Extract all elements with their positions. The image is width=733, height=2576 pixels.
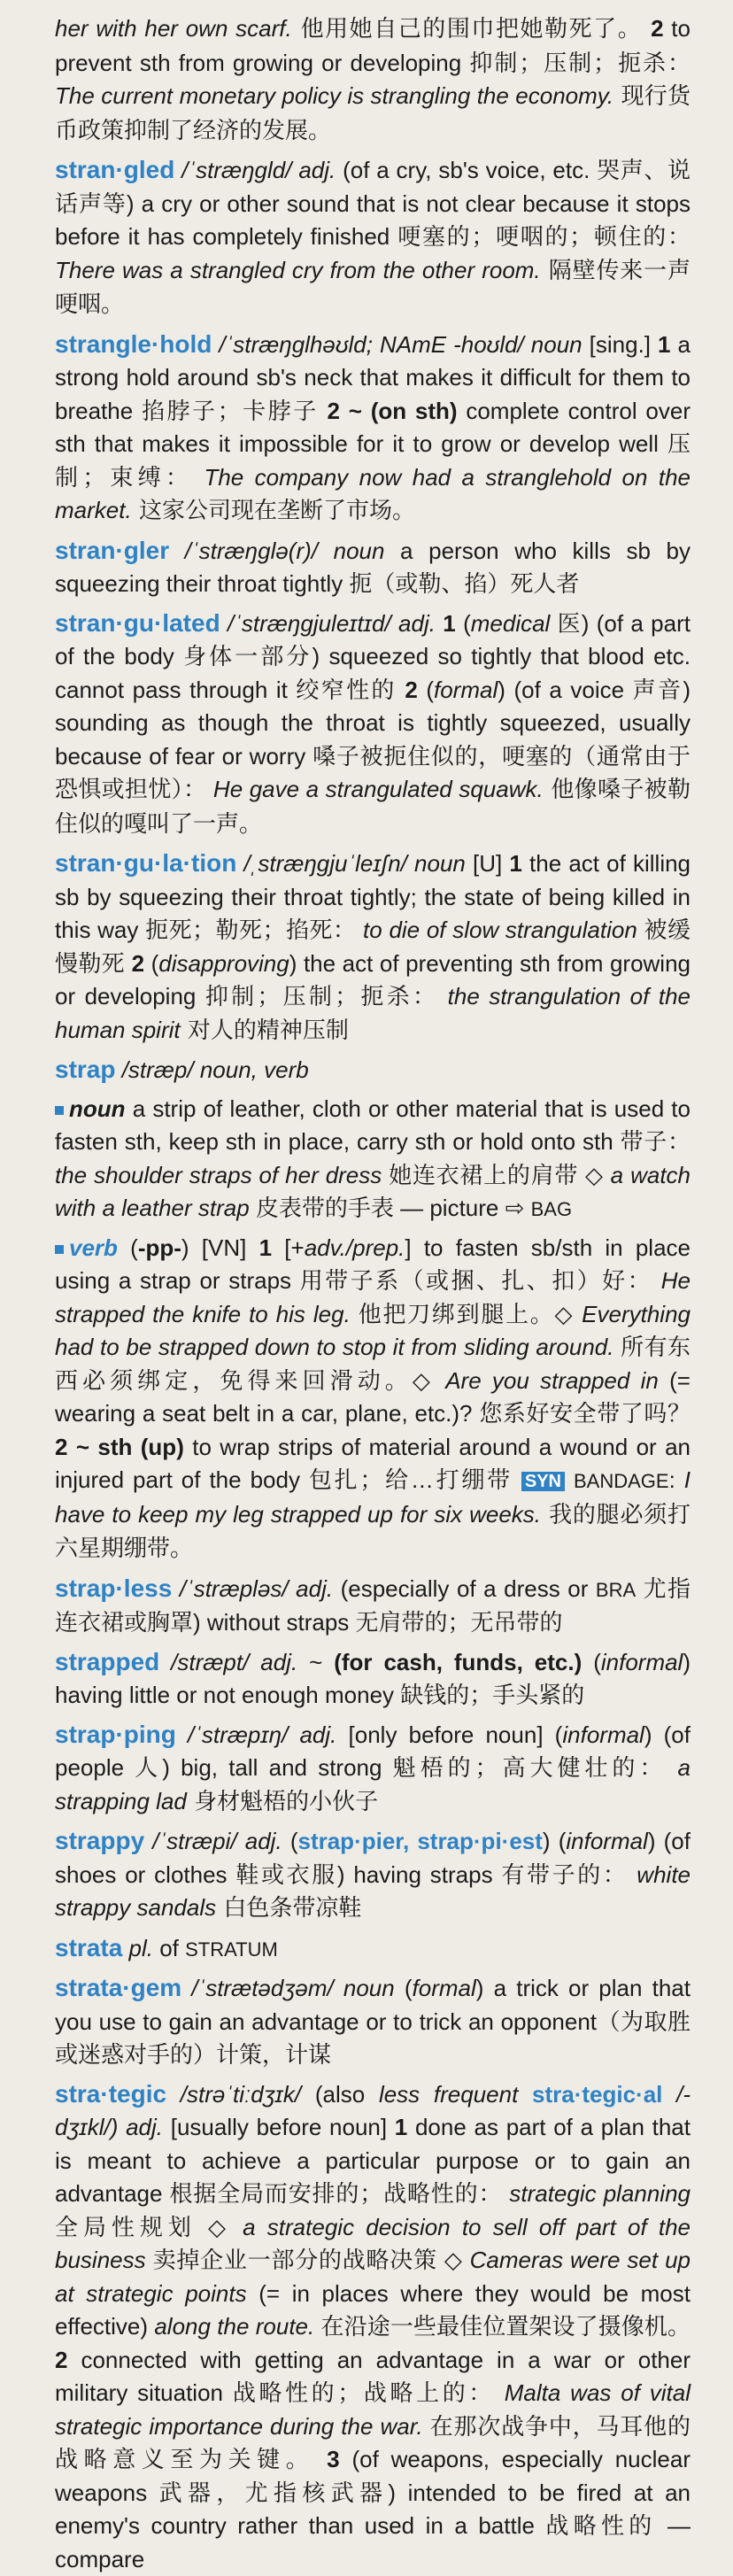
example-text: He strapped the knife to his leg. <box>55 1267 691 1327</box>
definition-text: (= in places where they would be most effective) <box>55 2280 691 2340</box>
sense-number: 3 <box>327 2446 339 2472</box>
sub-headword: verb <box>69 1234 118 1261</box>
usage-label: informal <box>566 1828 647 1854</box>
dictionary-entry <box>55 1572 691 1640</box>
part-of-speech: adj. <box>260 1649 297 1675</box>
definition-text: ( <box>282 1828 298 1854</box>
example-text: a strategic decision to sell off part of the business <box>55 2214 691 2274</box>
sense-number: 1 <box>658 331 670 358</box>
definition-text: ) a trick or plan that you use to gain an advantage or to trick an opponent（为取胜或迷惑对手的）计策，计谋 <box>55 1975 691 2068</box>
definition-text: connected with getting an advantage in a war or other military situation 战略性的；战略上的： <box>55 2347 691 2407</box>
chinese-text: 身材魁梧的小伙子 <box>187 1789 378 1815</box>
grammar-pattern: 2 ~ sth (up) <box>55 1434 184 1460</box>
definition-text: 她连衣裙上的肩带 ◇ <box>382 1162 610 1188</box>
sense-number: 1 <box>259 1234 272 1261</box>
pronunciation: /ˈstræŋɡjuleɪtɪd/ <box>220 610 398 637</box>
definition-text: (also <box>315 2081 379 2108</box>
definition-text: (especially of a dress or <box>333 1575 596 1602</box>
definition-text: ) ( <box>543 1828 566 1854</box>
headword: strata <box>55 1934 122 1961</box>
example-text: her with her own scarf. <box>55 15 292 42</box>
headword: stra·tegic <box>55 2080 166 2108</box>
definition-text: 医) (of a part of the body 身体一部分) squeezed so tightly that blood etc. cannot pass through it 绞窄性的 <box>55 610 691 703</box>
cross-reference: BRA <box>596 1579 636 1601</box>
dictionary-entry <box>55 1232 691 1566</box>
dictionary-entry <box>55 1718 691 1820</box>
example-text: There was a strangled cry from the other room. <box>55 257 541 283</box>
part-of-speech: noun, verb <box>200 1056 309 1083</box>
inflected-form: stra·tegic·al <box>532 2081 662 2108</box>
usage-label: informal <box>562 1721 644 1748</box>
part-of-speech: noun <box>343 1975 395 2001</box>
example-text: The current monetary policy is strangling the economy. <box>55 82 613 109</box>
chinese-text: 现行货币政策抑制了经济的发展。 <box>55 83 691 144</box>
definition-text <box>565 1466 574 1493</box>
headword: stran·gu·lated <box>55 609 220 637</box>
definition-text: ) the act of preventing sth from growing or developing 抑制；压制；扼杀： <box>55 950 691 1010</box>
example-text: The company now had a stranglehold on the market. <box>55 464 691 524</box>
definition-text: [+ <box>272 1234 305 1261</box>
dictionary-entry <box>55 12 691 148</box>
definition-text: (of a cry, sb's voice, etc. 哭声、说话声等) a cry or other sound that is not clear because it stops before it has completely finished 哽塞的；哽咽的；顿住的： <box>55 157 691 250</box>
dictionary-entry <box>55 153 691 322</box>
example-text: white strappy sandals <box>55 1861 691 1922</box>
dictionary-entry <box>55 2077 691 2576</box>
example-text: to die of slow strangulation <box>356 917 637 943</box>
sense-number: 2 <box>132 950 144 977</box>
chinese-text: 这家公司现在垄断了市场。 <box>132 498 415 524</box>
pronunciation: /ˈstræŋɡlhəʊld; NAmE -hoʊld/ <box>212 331 530 358</box>
cross-reference: BAG <box>531 1198 572 1220</box>
definition-text: ( <box>582 1649 601 1675</box>
definition-text: 在那次战争中，马耳他的战略意义至为关键。 <box>55 2413 691 2473</box>
definition-text: ) having little or not enough money 缺钱的；手头紧的 <box>55 1649 691 1709</box>
definition-text: the act of killing sb by squeezing their throat tightly; the state of being killed in this way 扼死；勒死；掐死： <box>55 850 691 943</box>
usage-label: formal <box>434 677 498 703</box>
pronunciation: /ˈstræŋɡlə(r)/ <box>169 538 333 564</box>
pronunciation: /ˌstræŋɡjuˈleɪʃn/ <box>236 850 414 877</box>
dictionary-entry <box>55 847 691 1048</box>
part-of-speech: adj. <box>298 157 336 183</box>
chinese-text: 白色条带凉鞋 <box>216 1895 361 1922</box>
example-text: the strangulation of the human spirit <box>55 983 691 1043</box>
definition-text: a strip of leather, cloth or other material that is used to fasten sth, keep sth in place, carry sth or hold onto sth 带子： <box>55 1095 691 1156</box>
usage-label: adv./prep. <box>305 1234 405 1261</box>
grammar-pattern: (for cash, funds, etc.) <box>334 1649 582 1675</box>
definition-text: 在沿途一些最佳位置架设了摄像机。 <box>314 2313 691 2340</box>
usage-label: disapproving <box>158 950 289 977</box>
cross-reference: BANDAGE <box>574 1470 669 1492</box>
section-marker-icon <box>55 1106 64 1115</box>
headword: strata·gem <box>55 1974 181 2001</box>
sense-number: 2 <box>55 2347 67 2373</box>
definition-text: 他把刀绑到腿上。◇ <box>351 1301 582 1327</box>
inflected-form: strap·pier, strap·pi·est <box>297 1828 542 1854</box>
dictionary-entry <box>55 1093 691 1226</box>
pronunciation: /stræpt/ <box>159 1649 260 1675</box>
dictionary-entry <box>55 1053 691 1087</box>
part-of-speech: adj. <box>296 1575 333 1602</box>
definition-text: (= wearing a seat belt in a car, plane, etc.)? 您系好安全带了吗？ <box>55 1367 691 1427</box>
part-of-speech: adj. <box>299 1721 336 1748</box>
example-text: Everything had to be strapped down to stop it from sliding around. <box>55 1301 691 1361</box>
headword: strap·ping <box>55 1721 176 1748</box>
cross-reference: STRATUM <box>185 1938 278 1961</box>
definition-text: 卖掉企业一部分的战略决策 ◇ <box>146 2247 470 2273</box>
section-marker-icon <box>55 1245 64 1254</box>
example-text: the shoulder straps of her dress <box>55 1162 382 1188</box>
definition-text: ( <box>144 950 158 977</box>
dictionary-entry <box>55 534 691 601</box>
pronunciation: /ˈstræpɪŋ/ <box>176 1721 300 1748</box>
dictionary-entry <box>55 1931 691 1967</box>
definition-text: complete control over sth that makes it impossible for it to grow or develop well 压制；束缚： <box>55 398 691 491</box>
example-text: Cameras were set up at strategic points <box>55 2247 691 2307</box>
dictionary-entry <box>55 1824 691 1926</box>
definition-text: to wrap strips of material around a wound or an injured part of the body 包扎；给…打绷带 <box>55 1434 691 1494</box>
sense-number: 1 <box>509 850 521 877</box>
grammar-pattern: -pp- <box>138 1234 181 1261</box>
pronunciation: /ˈstræŋɡld/ <box>174 157 298 183</box>
pronunciation: /ˈstræpi/ <box>144 1828 245 1854</box>
definition-text: a person who kills sb by squeezing their throat tightly 扼（或勒、掐）死人者 <box>55 538 691 598</box>
definition-text: 被缓慢勒死 <box>55 917 691 977</box>
dictionary-entry <box>55 328 691 529</box>
part-of-speech: noun <box>414 850 466 877</box>
pronunciation: /ˈstrætədʒəm/ <box>181 1975 343 2001</box>
headword: strappy <box>55 1827 144 1854</box>
part-of-speech: noun <box>531 331 583 358</box>
sense-number: 2 <box>651 15 663 42</box>
example-text: strategic planning <box>502 2180 691 2207</box>
definition-text: ) [VN] <box>181 1234 259 1261</box>
headword: strangle·hold <box>55 330 212 358</box>
headword: strap <box>55 1056 115 1083</box>
definition-text: : <box>669 1466 675 1493</box>
pronunciation: /-dʒɪkl/) <box>55 2081 691 2141</box>
definition-text: 所有东西必须绑定，免得来回滑动。◇ <box>55 1334 691 1394</box>
headword: stran·gler <box>55 537 169 564</box>
definition-text: ( <box>418 677 434 703</box>
example-text: along the route. <box>154 2313 314 2340</box>
definition-text: 尤指连衣裙或胸罩) without straps 无肩带的；无吊带的 <box>55 1575 691 1636</box>
definition-text: [sing.] <box>583 331 658 358</box>
sense-number: 1 <box>395 2114 407 2140</box>
definition-text: of <box>153 1935 185 1961</box>
synonym-badge: SYN <box>521 1472 565 1491</box>
example-text: a strapping lad <box>55 1754 691 1814</box>
usage-label: less frequent <box>379 2081 518 2108</box>
usage-label: medical <box>471 610 551 637</box>
pronunciation: /stræp/ <box>115 1056 199 1083</box>
definition-text: ( <box>456 610 471 637</box>
usage-label: formal <box>413 1975 476 2001</box>
definition-text: to prevent sth from growing or developing 抑制；压制；扼杀： <box>55 15 691 76</box>
chinese-text: 隔壁传来一声哽咽。 <box>55 258 691 319</box>
pronunciation: /ˈstræpləs/ <box>172 1575 296 1602</box>
definition-text: ) (of a voice 声音) sounding as though the throat is tightly squeezed, usually because of fear or worry 嗓子被扼住似的，哽塞的（通常由于恐惧或担忧）： <box>55 677 691 803</box>
definition-text: a strong hold around sb's neck that makes it difficult for them to breathe 掐脖子；卡脖子 <box>55 331 691 424</box>
definition-text: ~ <box>297 1649 334 1675</box>
definition-text: (of weapons, especially nuclear weapons 武器，尤指核武器) intended to be fired at an enemy's country rather than used in a battle 战略性的 — compare <box>55 2446 691 2572</box>
dictionary-entry <box>55 607 691 842</box>
usage-label: informal <box>601 1649 683 1675</box>
definition-text: done as part of a plan that is meant to achieve a particular purpose or to gain an advantage 根据全局而安排的；战略性的： <box>55 2114 691 2207</box>
dictionary-entry <box>55 1645 691 1713</box>
definition-text: ] to fasten sb/sth in place using a strap or straps 用带子系（或捆、扎、扣）好： <box>55 1234 691 1295</box>
headword: stran·gu·la·tion <box>55 849 236 877</box>
chinese-text: 他像嗓子被勒住似的嘎叫了一声。 <box>55 777 691 838</box>
part-of-speech: adj. <box>398 610 436 637</box>
headword: strapped <box>55 1648 159 1675</box>
example-text: Malta was of vital strategic importance during the war. <box>55 2379 691 2440</box>
definition-text: [U] <box>466 850 510 877</box>
sense-number: 2 <box>405 677 417 703</box>
part-of-speech: pl. <box>129 1935 153 1961</box>
example-text: I have to keep my leg strapped up for six weeks. <box>55 1466 691 1528</box>
definition-text: ) (of people 人) big, tall and strong 魁梧的；高大健壮的： <box>55 1721 691 1782</box>
definition-text <box>122 1935 128 1961</box>
example-text: a watch with a leather strap <box>55 1162 691 1222</box>
definition-text: [only before noun] ( <box>336 1721 562 1748</box>
chinese-text: 对人的精神压制 <box>181 1017 349 1044</box>
definition-text <box>518 2081 532 2108</box>
definition-text: ) (of shoes or clothes 鞋或衣服) having straps 有带子的： <box>55 1828 691 1888</box>
chinese-text: 他用她自己的围巾把她勒死了。 <box>292 16 651 43</box>
sub-headword: noun <box>69 1095 126 1122</box>
example-text: Are you strapped in <box>445 1367 659 1394</box>
example-text: He gave a strangulated squawk. <box>206 776 543 802</box>
part-of-speech: adj. <box>126 2114 163 2140</box>
dictionary-entry <box>55 1971 691 2072</box>
part-of-speech: adj. <box>245 1828 282 1854</box>
sense-number: 1 <box>436 610 456 637</box>
chinese-text: 我的腿必须打六星期绷带。 <box>55 1502 691 1563</box>
definition-text: ( <box>118 1234 138 1261</box>
part-of-speech: noun <box>334 538 385 564</box>
pronunciation: /strəˈtiːdʒɪk/ <box>166 2081 315 2108</box>
headword: stran·gled <box>55 156 174 183</box>
grammar-pattern: 2 ~ (on sth) <box>328 398 458 424</box>
definition-text: ( <box>395 1975 413 2001</box>
headword: strap·less <box>55 1574 172 1602</box>
definition-text: 全局性规划 ◇ <box>55 2214 243 2240</box>
definition-text: 皮表带的手表 — picture ⇨ <box>250 1195 531 1221</box>
definition-text: [usually before noun] <box>163 2114 395 2140</box>
